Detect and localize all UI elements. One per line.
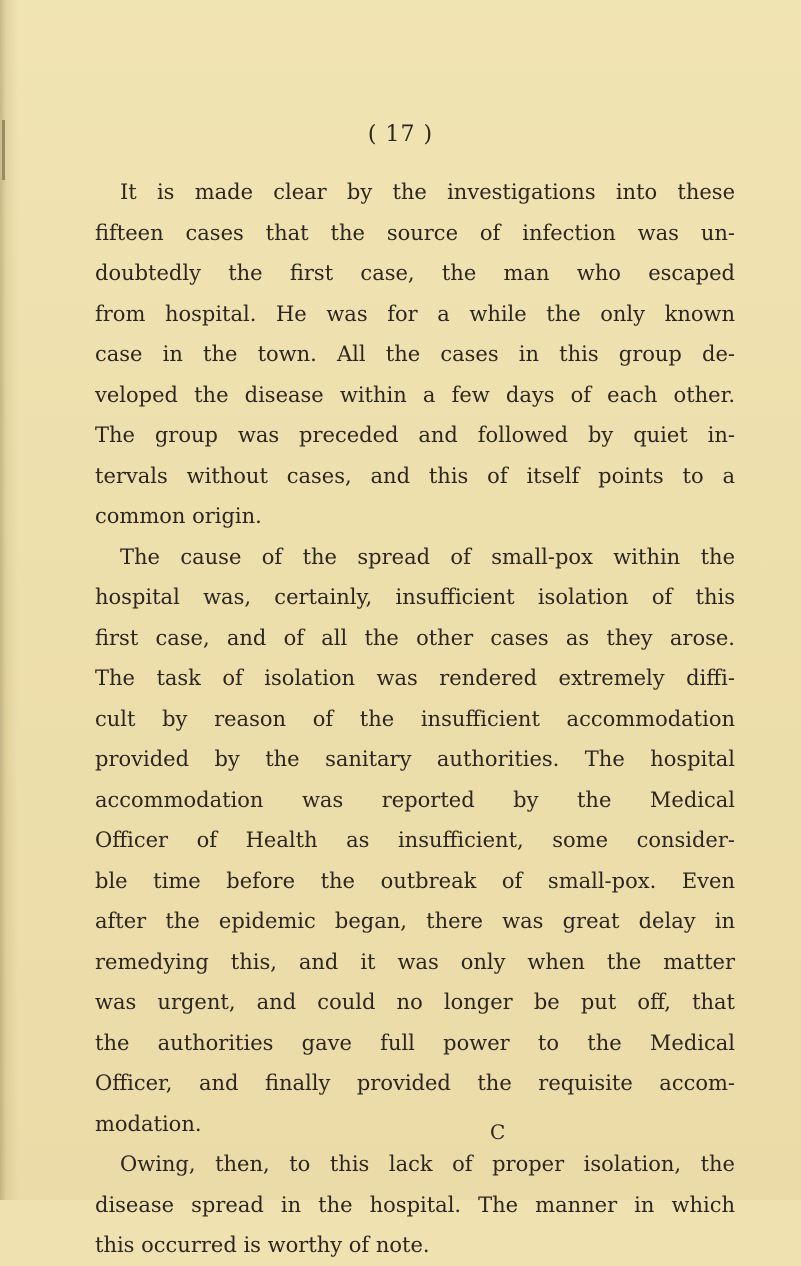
text-line: first case, and of all the other cases as they arose. — [95, 625, 735, 650]
text-line: modation. — [95, 1111, 202, 1136]
text-line: was urgent, and could no longer be put off, that — [95, 990, 735, 1014]
text-line: ble time before the outbreak of small-pox. Even — [95, 868, 735, 893]
text-line: cult by reason of the insufficient accommodation — [95, 706, 735, 731]
text-line: Officer of Health as insufficient, some consider- — [95, 828, 735, 852]
text-line: hospital was, certainly, insufficient isolation of this — [95, 585, 735, 609]
text-line: fifteen cases that the source of infection was un- — [95, 220, 735, 245]
text-line: Officer, and finally provided the requisite accom- — [95, 1071, 735, 1095]
text-line: The group was preceded and followed by quiet in- — [95, 423, 735, 447]
text-line: disease spread in the hospital. The manner in which — [95, 1192, 735, 1217]
text-line: It is made clear by the investigations into these — [120, 180, 735, 204]
text-line: from hospital. He was for a while the only known — [95, 301, 735, 326]
body-text — [95, 172, 735, 1266]
signature-mark: C — [490, 1120, 506, 1144]
text-line: Owing, then, to this lack of proper isolation, the — [120, 1152, 735, 1176]
text-line: case in the town. All the cases in this group de- — [95, 342, 735, 366]
text-line: The cause of the spread of small-pox within the — [120, 544, 735, 569]
text-line: the authorities gave full power to the Medical — [95, 1030, 735, 1055]
text-line: after the epidemic began, there was great delay in — [95, 909, 735, 933]
text-line: veloped the disease within a few days of each other. — [95, 382, 735, 407]
text-line: provided by the sanitary authorities. The hospital — [95, 747, 735, 771]
text-line: common origin. — [95, 504, 262, 528]
text-line: this occurred is worthy of note. — [95, 1233, 430, 1257]
text-line: remedying this, and it was only when the matter — [95, 949, 735, 974]
page-number: ( 17 ) — [367, 122, 434, 147]
text-line: doubtedly the first case, the man who escaped — [95, 261, 735, 285]
text-line: tervals without cases, and this of itself points to a — [95, 463, 735, 488]
text-line: The task of isolation was rendered extremely diffi- — [95, 666, 735, 690]
text-line: accommodation was reported by the Medical — [95, 787, 735, 812]
